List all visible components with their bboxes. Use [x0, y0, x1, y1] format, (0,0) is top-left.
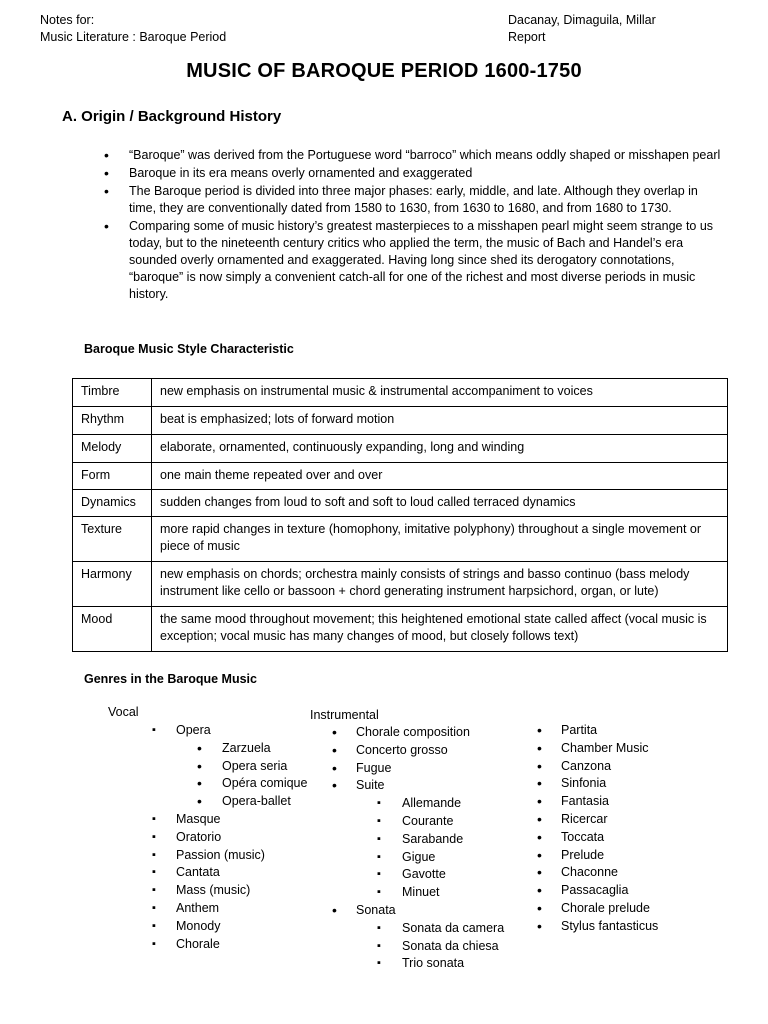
characteristic-label: Timbre [73, 379, 152, 407]
genre-list-item: ▪ Oratorio [152, 829, 307, 847]
genre-list-item: • Opera-ballet [152, 793, 307, 811]
genre-list-item: • Chorale prelude [537, 900, 658, 918]
genre-list-item: ▪ Sonata da camera [332, 920, 504, 938]
characteristic-description: one main theme repeated over and over [152, 463, 728, 490]
table-row [73, 435, 728, 463]
genre-list-item: ▪ Cantata [152, 864, 307, 882]
genre-list-item: ▪ Opera [152, 722, 307, 740]
characteristic-label: Form [73, 463, 152, 490]
genre-list-item: ▪ Allemande [332, 795, 504, 813]
genre-list-item: • Concerto grosso [332, 742, 504, 760]
genre-list-item: • Ricercar [537, 811, 658, 829]
header-author-names: Dacanay, Dimaguila, Millar [508, 13, 656, 27]
characteristic-description: more rapid changes in texture (homophony, imitative polyphony) throughout a single movement or piece of music [152, 517, 728, 562]
instrumental-genre-list-2 [537, 722, 658, 936]
vocal-label: Vocal [108, 705, 139, 719]
characteristics-heading: Baroque Music Style Characteristic [84, 342, 294, 356]
genre-list-item: • Stylus fantasticus [537, 918, 658, 936]
genre-list-item: • Opéra comique [152, 775, 307, 793]
genre-list-item: • Opera seria [152, 758, 307, 776]
background-bullet-list [104, 147, 724, 304]
page-title: MUSIC OF BAROQUE PERIOD 1600-1750 [186, 60, 582, 82]
genre-list-item: • Chorale composition [332, 724, 504, 742]
genres-heading: Genres in the Baroque Music [84, 672, 257, 686]
header-notes [40, 12, 226, 46]
vocal-genre-list [152, 722, 307, 953]
genre-list-item: ▪ Courante [332, 813, 504, 831]
genre-list-item: ▪ Trio sonata [332, 955, 504, 973]
characteristic-description: the same mood throughout movement; this heightened emotional state called affect (vocal music is exception; vocal music has many changes of mood, but closely follows text) [152, 607, 728, 652]
genre-list-item: ▪ Monody [152, 918, 307, 936]
genre-list-item: ▪ Anthem [152, 900, 307, 918]
genre-list-item: • Suite [332, 777, 504, 795]
table-row [73, 463, 728, 490]
genre-list-item: • Passacaglia [537, 882, 658, 900]
background-bullet: • Comparing some of music history’s greatest masterpieces to a misshapen pearl might seem strange to us today, but to the nineteenth century critics who applied the term, the music of Bach and Handel’s era sounded overly ornamented and exaggerated. Having long since shed its derogatory connotations, “baroque” is now simply a convenient catch-all for one of the richest and most diverse periods in music history. [104, 218, 724, 303]
table-row [73, 517, 728, 562]
characteristic-description: new emphasis on chords; orchestra mainly consists of strings and basso continuo (bass melody instrument like cello or bassoon + chord generating instrument harpsichord, organ, or lute) [152, 562, 728, 607]
genre-list-item: ▪ Minuet [332, 884, 504, 902]
instrumental-label: Instrumental [310, 708, 379, 722]
header-notes-label: Notes for: [40, 13, 95, 27]
genre-list-item: • Zarzuela [152, 740, 307, 758]
table-row [73, 490, 728, 517]
table-row [73, 607, 728, 652]
characteristic-description: new emphasis on instrumental music & instrumental accompaniment to voices [152, 379, 728, 407]
characteristic-description: sudden changes from loud to soft and soft to loud called terraced dynamics [152, 490, 728, 517]
characteristic-description: elaborate, ornamented, continuously expanding, long and winding [152, 435, 728, 463]
genre-list-item: ▪ Mass (music) [152, 882, 307, 900]
table-row [73, 562, 728, 607]
genre-list-item: • Sinfonia [537, 775, 658, 793]
genre-list-item: ▪ Gigue [332, 849, 504, 867]
background-bullet: • Baroque in its era means overly ornamented and exaggerated [104, 165, 724, 182]
genre-list-item: • Fugue [332, 760, 504, 778]
characteristic-label: Texture [73, 517, 152, 562]
genre-list-item: • Sonata [332, 902, 504, 920]
genre-list-item: • Fantasia [537, 793, 658, 811]
header-report-label: Report [508, 30, 546, 44]
genre-list-item: ▪ Masque [152, 811, 307, 829]
characteristic-label: Rhythm [73, 407, 152, 435]
characteristic-label: Mood [73, 607, 152, 652]
table-row [73, 379, 728, 407]
genre-list-item: • Canzona [537, 758, 658, 776]
genre-list-item: • Partita [537, 722, 658, 740]
characteristic-description: beat is emphasized; lots of forward motion [152, 407, 728, 435]
genre-list-item: • Chaconne [537, 864, 658, 882]
table-row [73, 407, 728, 435]
instrumental-genre-list-1 [332, 724, 504, 973]
header-authors [508, 12, 656, 46]
genre-list-item: ▪ Gavotte [332, 866, 504, 884]
genre-list-item: ▪ Sarabande [332, 831, 504, 849]
genre-list-item: • Prelude [537, 847, 658, 865]
genre-list-item: • Toccata [537, 829, 658, 847]
genre-list-item: ▪ Chorale [152, 936, 307, 954]
characteristics-table [72, 378, 728, 652]
characteristic-label: Harmony [73, 562, 152, 607]
section-a-heading: A. Origin / Background History [62, 108, 282, 125]
characteristic-label: Melody [73, 435, 152, 463]
background-bullet: • “Baroque” was derived from the Portuguese word “barroco” which means oddly shaped or misshapen pearl [104, 147, 724, 164]
genre-list-item: ▪ Passion (music) [152, 847, 307, 865]
genre-list-item: ▪ Sonata da chiesa [332, 938, 504, 956]
background-bullet: • The Baroque period is divided into three major phases: early, middle, and late. Although they overlap in time, they are conventionally dated from 1580 to 1630, from 1630 to 1680, and from 1680 to 1730. [104, 183, 724, 217]
characteristic-label: Dynamics [73, 490, 152, 517]
genre-list-item: • Chamber Music [537, 740, 658, 758]
header-course: Music Literature : Baroque Period [40, 30, 227, 44]
